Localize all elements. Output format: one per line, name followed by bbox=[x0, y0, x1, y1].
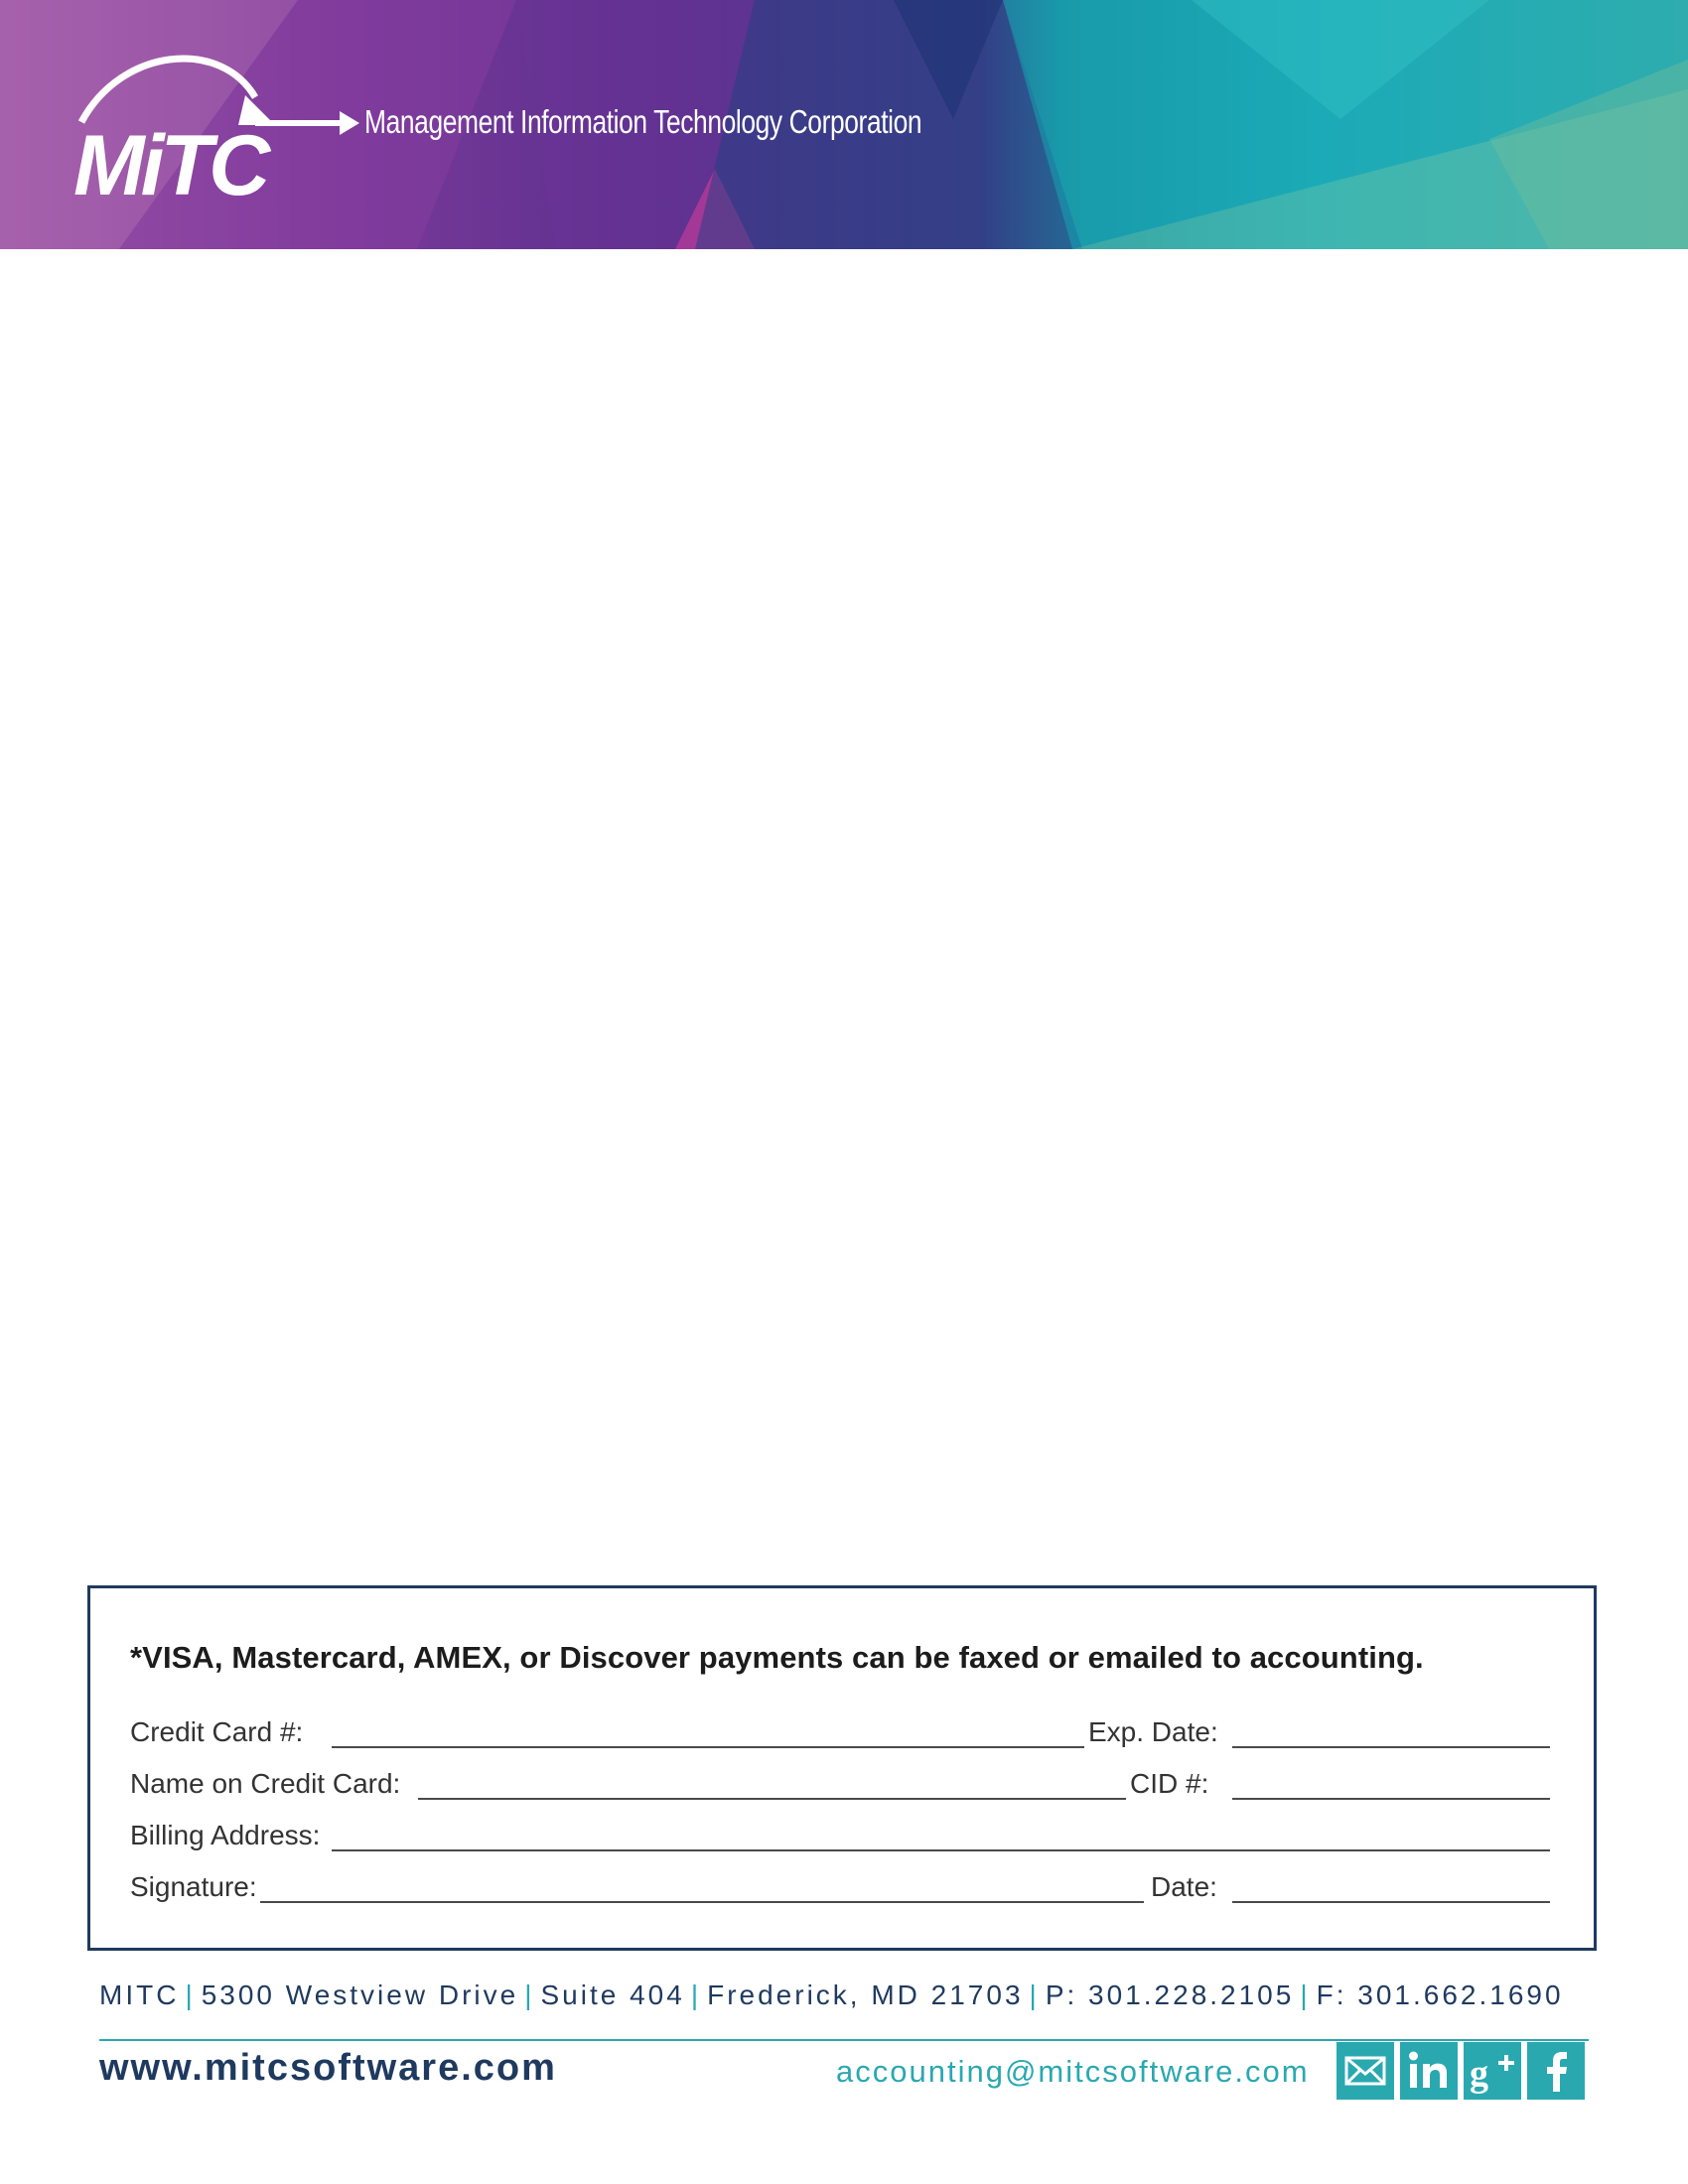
signature-field[interactable] bbox=[260, 1901, 1144, 1903]
facebook-icon[interactable] bbox=[1527, 2042, 1585, 2100]
billing-address-row bbox=[130, 1816, 1550, 1855]
header-banner bbox=[0, 0, 1688, 249]
separator: | bbox=[1029, 1979, 1040, 2010]
footer-address bbox=[99, 1979, 1564, 2011]
address-street: 5300 Westview Drive bbox=[201, 1979, 519, 2010]
address-company: MITC bbox=[99, 1979, 180, 2010]
company-name: Management Information Technology Corporation bbox=[364, 103, 922, 140]
date-label: Date: bbox=[1151, 1871, 1217, 1902]
separator: | bbox=[524, 1979, 535, 2010]
cid-field[interactable] bbox=[1232, 1798, 1550, 1800]
signature-row bbox=[130, 1867, 1550, 1907]
logo-text: MiTC bbox=[73, 118, 267, 206]
address-suite: Suite 404 bbox=[540, 1979, 685, 2010]
credit-card-row bbox=[130, 1712, 1550, 1752]
payment-info-box bbox=[87, 1585, 1597, 1951]
billing-address-field[interactable] bbox=[332, 1849, 1550, 1851]
separator: | bbox=[690, 1979, 702, 2010]
billing-address-label: Billing Address: bbox=[130, 1820, 321, 1850]
address-city: Frederick, MD 21703 bbox=[707, 1979, 1024, 2010]
website-link[interactable]: www.mitcsoftware.com bbox=[99, 2047, 557, 2089]
exp-date-field[interactable] bbox=[1232, 1746, 1550, 1748]
svg-text:g: g bbox=[1470, 2053, 1488, 2095]
mitc-logo bbox=[71, 38, 359, 206]
date-field[interactable] bbox=[1232, 1901, 1550, 1903]
name-on-card-label: Name on Credit Card: bbox=[130, 1768, 401, 1799]
linkedin-icon[interactable] bbox=[1400, 2042, 1458, 2100]
name-on-card-field[interactable] bbox=[418, 1798, 1126, 1800]
cid-label: CID #: bbox=[1130, 1768, 1209, 1799]
footer-divider bbox=[99, 2039, 1589, 2041]
email-icon[interactable] bbox=[1336, 2042, 1394, 2100]
google-plus-icon[interactable] bbox=[1464, 2042, 1521, 2100]
payment-note: *VISA, Mastercard, AMEX, or Discover payments can be faxed or emailed to accounting. bbox=[130, 1640, 1424, 1675]
email-link[interactable]: accounting@mitcsoftware.com bbox=[836, 2054, 1310, 2089]
fax-number: F: 301.662.1690 bbox=[1316, 1979, 1564, 2010]
separator: | bbox=[185, 1979, 196, 2010]
separator: | bbox=[1300, 1979, 1311, 2010]
phone-number: P: 301.228.2105 bbox=[1045, 1979, 1295, 2010]
name-on-card-row bbox=[130, 1764, 1550, 1804]
credit-card-label: Credit Card #: bbox=[130, 1716, 304, 1747]
exp-date-label: Exp. Date: bbox=[1088, 1716, 1218, 1747]
credit-card-field[interactable] bbox=[332, 1746, 1084, 1748]
signature-label: Signature: bbox=[130, 1871, 257, 1902]
